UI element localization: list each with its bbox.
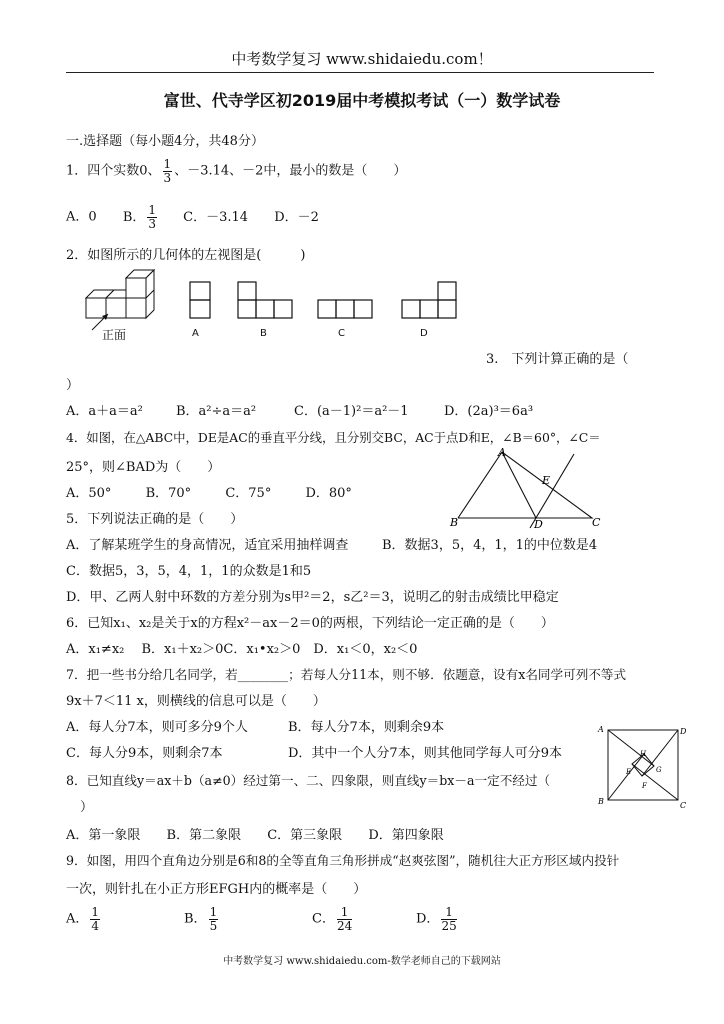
question-7-line-2: 9x＋7＜11 x，则横线的信息可以是（ ） (66, 694, 326, 709)
q8-option-d: D．第四象限 (368, 828, 444, 843)
q4-label-d: D (534, 518, 543, 530)
q4-label-a: A (498, 446, 506, 459)
q2-option-d-label: D (420, 328, 428, 339)
q4-option-a: A．50° (66, 486, 112, 501)
q5-option-b: B．数据3，5，4，1，1的中位数是4 (382, 538, 598, 553)
question-3-close: ） (66, 378, 80, 393)
q4-triangle-figure (446, 446, 604, 530)
q5-option-a: A．了解某班学生的身高情况，适宜采用抽样调查 (66, 538, 349, 553)
q9-label-b: B (598, 797, 604, 806)
q2-option-b-figure (234, 280, 296, 322)
q3-option-c: C．(a－1)²＝a²－1 (294, 404, 409, 419)
q7-option-b: B．每人分7本，则剩余9本 (288, 720, 445, 735)
q8-option-c: C．第三象限 (267, 828, 343, 843)
q9-label-c: C (680, 801, 687, 810)
q9-label-e: E (626, 768, 632, 776)
question-9-line-2: 一次，则针扎在小正方形EFGH内的概率是（ ） (66, 882, 367, 897)
question-4-line-2: 25°，则∠BAD为（ ） (66, 460, 221, 475)
question-8-line-1: 8．已知直线y＝ax＋b（a≠0）经过第一、二、四象限，则直线y＝bx－a一定不经过（ (66, 773, 551, 788)
q9-option-c: C． $\frac{1}{24}$ (312, 905, 353, 933)
q1-options (66, 204, 319, 230)
q1-option-d: D．－2 (274, 209, 319, 225)
question-6: 6．已知x₁、x₂是关于x的方程x²－ax－2＝0的两根，下列结论一定正确的是（ ） (66, 616, 554, 631)
question-8-line-2: ） (80, 800, 94, 815)
q2-option-d-figure (396, 280, 462, 322)
q2-option-a-figure (186, 280, 216, 322)
q3-option-a: A．a＋a＝a² (66, 404, 143, 419)
page-footer: 中考数学复习 www.shidaiedu.com-数学老师自己的下载网站 (223, 956, 501, 967)
q7-option-d: D．其中一个人分7本，则其他同学每人可分9本 (288, 746, 562, 761)
q7-option-a: A．每人分7本，则可多分9个人 (66, 720, 248, 735)
q8-option-a: A．第一象限 (66, 828, 141, 843)
q9-zhaoshuang-figure (596, 722, 688, 810)
q2-option-c-figure (314, 296, 376, 322)
question-4-line-1: 4．如图，在△ABC中，DE是AC的垂直平分线，且分别交BC，AC于点D和E，∠B＝60°，∠C＝ (66, 430, 601, 445)
q9-option-a: A． $\frac{1}{4}$ (66, 905, 100, 933)
question-2: 2．如图所示的几何体的左视图是( ) (66, 248, 306, 263)
section-heading: 一.选择题（每小题4分，共48分） (66, 134, 264, 149)
q9-label-a: A (598, 725, 604, 734)
q1-option-b: B． $\frac{1}{3}$ (122, 203, 157, 231)
q3-option-b: B．a²÷a＝a² (176, 404, 257, 419)
header-rule (66, 72, 654, 73)
q9-option-b: B． $\frac{1}{5}$ (184, 905, 218, 933)
q4-option-d: D．80° (305, 486, 352, 501)
q6-options: A．x₁≠x₂ B．x₁＋x₂＞0C．x₁•x₂＞0 D．x₁＜0，x₂＜0 (66, 642, 418, 657)
question-9-line-1: 9．如图，用四个直角边分别是6和8的全等直角三角形拼成“赵爽弦图”，随机往大正方形区域内投针 (66, 853, 620, 868)
q9-label-d: D (680, 727, 687, 736)
page-header: 中考数学复习 www.shidaiedu.com！ (231, 50, 493, 68)
q9-label-g: G (656, 766, 662, 774)
q2-option-b-label: B (260, 328, 267, 339)
q5-option-c: C．数据5，3，5，4，1，1的众数是1和5 (66, 564, 312, 579)
q4-label-e: E (542, 474, 551, 487)
question-1: 1．四个实数0、 $\frac{1}{3}$ 、－3.14、－2中，最小的数是（ ） (66, 157, 407, 185)
q9-option-d: D． $\frac{1}{25}$ (416, 905, 457, 933)
q9-label-h: H (640, 750, 647, 758)
q2-option-c-label: C (338, 328, 345, 339)
q2-option-a-label: A (192, 328, 199, 339)
q4-option-b: B．70° (145, 486, 192, 501)
q4-options (66, 482, 352, 501)
page-title: 富世、代寺学区初2019届中考模拟考试（一）数学试卷 (163, 91, 561, 110)
q5-option-d: D．甲、乙两人射中环数的方差分别为s甲²＝2，s乙²＝3，说明乙的射击成绩比甲稳定 (66, 590, 559, 605)
q8-options (66, 824, 444, 843)
q1-option-a: A．0 (66, 209, 97, 225)
front-label: 正面 (102, 328, 127, 342)
question-5: 5．下列说法正确的是（ ） (66, 512, 244, 527)
q4-label-c: C (592, 516, 601, 529)
question-7-line-1: 7．把一些书分给几名同学，若________；若每人分11本，则不够．依题意，设有x名同学可列不等式 (66, 667, 627, 682)
q1-option-c: C．－3.14 (183, 209, 249, 225)
q9-label-f: F (642, 782, 647, 790)
q4-option-c: C．75° (225, 486, 272, 501)
q8-option-b: B．第二象限 (166, 828, 242, 843)
q4-label-b: B (450, 516, 459, 529)
question-3: 3. 下列计算正确的是（ (486, 352, 629, 367)
q3-option-d: D．(2a)³＝6a³ (444, 404, 534, 419)
q7-option-c: C．每人分9本，则剩余7本 (66, 746, 223, 761)
